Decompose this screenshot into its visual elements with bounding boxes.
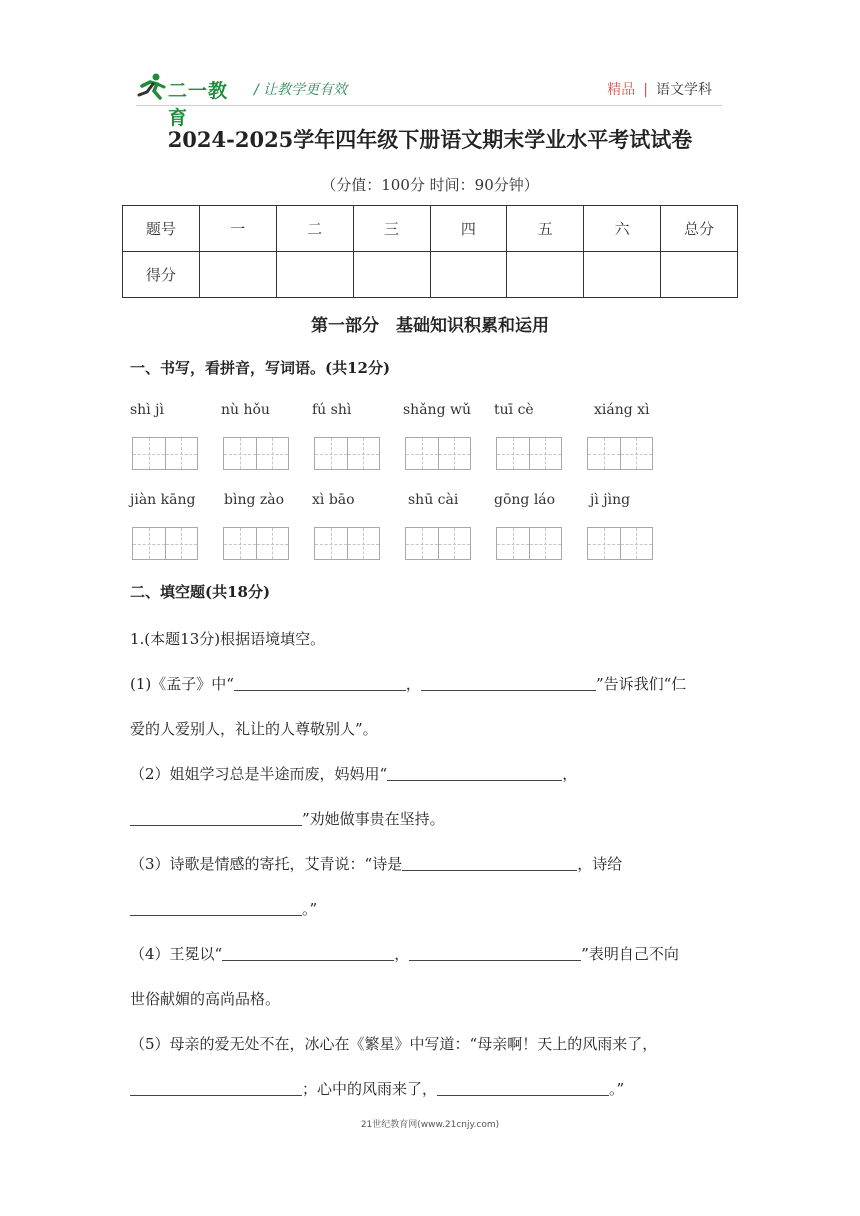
question-line: （5）母亲的爱无处不在，冰心在《繁星》中写道：“母亲啊！天上的风雨来了，: [130, 1035, 658, 1053]
score-table-header: 四: [430, 206, 507, 252]
question-text: （2）姐姐学习总是半途而废，妈妈用“: [130, 765, 388, 783]
score-row-label: 得分: [123, 252, 200, 298]
writing-grid[interactable]: [132, 437, 198, 470]
pinyin-label: xiáng xì: [594, 402, 650, 418]
question-text: （4）王冕以“: [130, 945, 223, 963]
question-text: (1)《孟子》中“: [130, 675, 234, 693]
question-text: ”告诉我们“仁: [595, 675, 687, 693]
answer-blank[interactable]: [402, 855, 577, 871]
score-cell[interactable]: [584, 252, 661, 298]
answer-blank[interactable]: [234, 675, 406, 691]
question-line: 世俗献媚的高尚品格。: [130, 990, 281, 1008]
subject-label: 语文学科: [656, 82, 712, 98]
pinyin-label: fú shì: [312, 402, 352, 418]
score-table-header: 五: [507, 206, 584, 252]
pinyin-label: nù hǒu: [221, 402, 270, 418]
slogan: / 让教学更有效: [254, 82, 348, 98]
score-table-header: 三: [353, 206, 430, 252]
score-cell[interactable]: [199, 252, 276, 298]
writing-grid[interactable]: [132, 527, 198, 560]
writing-grid[interactable]: [314, 437, 380, 470]
runner-icon: [136, 72, 168, 102]
score-table-header: 六: [584, 206, 661, 252]
question-line: 爱的人爱别人，礼让的人尊敬别人”。: [130, 720, 378, 738]
question-text: ，: [405, 675, 421, 693]
question-text: ，: [394, 945, 410, 963]
score-cell[interactable]: [276, 252, 353, 298]
pinyin-label: jiàn kāng: [130, 492, 196, 508]
answer-blank[interactable]: [437, 1080, 609, 1096]
writing-grid[interactable]: [496, 437, 562, 470]
score-table-header: 二: [276, 206, 353, 252]
question-text: ”表明自己不向: [581, 945, 679, 963]
pinyin-label: shū cài: [408, 492, 459, 508]
question-text: 。”: [609, 1080, 625, 1098]
pinyin-label: xì bāo: [312, 492, 355, 508]
writing-grid[interactable]: [405, 527, 471, 560]
score-cell[interactable]: [353, 252, 430, 298]
question-text: ，: [562, 765, 578, 783]
section-1-title: 一、书写，看拼音，写词语。(共12分): [130, 359, 391, 377]
question-line: [130, 763, 577, 784]
score-table-header: 题号: [123, 206, 200, 252]
question-text: 。”: [302, 900, 318, 918]
header-right: [607, 79, 712, 99]
writing-grid[interactable]: [587, 527, 653, 560]
writing-grid[interactable]: [496, 527, 562, 560]
exam-subtitle: （分值：100分 时间：90分钟）: [321, 176, 539, 194]
pinyin-label: bìng zào: [224, 492, 285, 508]
header-separator: |: [643, 82, 648, 98]
question-line: [130, 673, 686, 694]
score-table-header: 总分: [661, 206, 738, 252]
writing-grid[interactable]: [405, 437, 471, 470]
writing-grid[interactable]: [314, 527, 380, 560]
answer-blank[interactable]: [387, 765, 562, 781]
answer-blank[interactable]: [222, 945, 394, 961]
question-text: ，诗给: [577, 855, 623, 873]
question-line: [130, 943, 679, 964]
score-cell[interactable]: [507, 252, 584, 298]
pinyin-label: shǎng wǔ: [403, 402, 471, 418]
question-line: [130, 1078, 624, 1099]
question-text: ”劝她做事贵在坚持。: [302, 810, 445, 828]
logo-text: 二一教育: [168, 80, 229, 129]
question-line: [130, 898, 317, 919]
question-text: （3）诗歌是情感的寄托，艾青说：“诗是: [130, 855, 403, 873]
score-cell[interactable]: [661, 252, 738, 298]
writing-grid[interactable]: [223, 527, 289, 560]
answer-blank[interactable]: [421, 675, 596, 691]
score-table-row: [123, 252, 738, 298]
answer-blank[interactable]: [130, 810, 302, 826]
page-header: [136, 72, 722, 129]
part-title: 第一部分 基础知识积累和运用: [311, 316, 549, 336]
question-line: [130, 808, 445, 829]
pinyin-label: jì jìng: [590, 492, 631, 508]
question-text: ；心中的风雨来了，: [302, 1080, 438, 1098]
answer-blank[interactable]: [130, 1080, 302, 1096]
question-line: [130, 853, 622, 874]
exam-title: 2024-2025学年四年级下册语文期末学业水平考试试卷: [167, 127, 693, 152]
score-table: [122, 205, 738, 298]
page-footer: 21世纪教育网(www.21cnjy.com): [360, 1120, 500, 1130]
header-divider: [136, 105, 722, 106]
score-table-header-row: [123, 206, 738, 252]
pinyin-label: shì jì: [130, 402, 164, 418]
answer-blank[interactable]: [409, 945, 581, 961]
quality-tag: 精品: [607, 82, 636, 98]
score-cell[interactable]: [430, 252, 507, 298]
score-table-header: 一: [199, 206, 276, 252]
answer-blank[interactable]: [130, 900, 302, 916]
pinyin-label: tuī cè: [494, 402, 534, 418]
writing-grid[interactable]: [587, 437, 653, 470]
question-intro: 1.(本题13分)根据语境填空。: [130, 630, 326, 648]
brand-logo: [136, 72, 246, 129]
section-2-title: 二、填空题(共18分): [130, 583, 271, 601]
writing-grid[interactable]: [223, 437, 289, 470]
pinyin-label: gōng láo: [494, 492, 556, 508]
